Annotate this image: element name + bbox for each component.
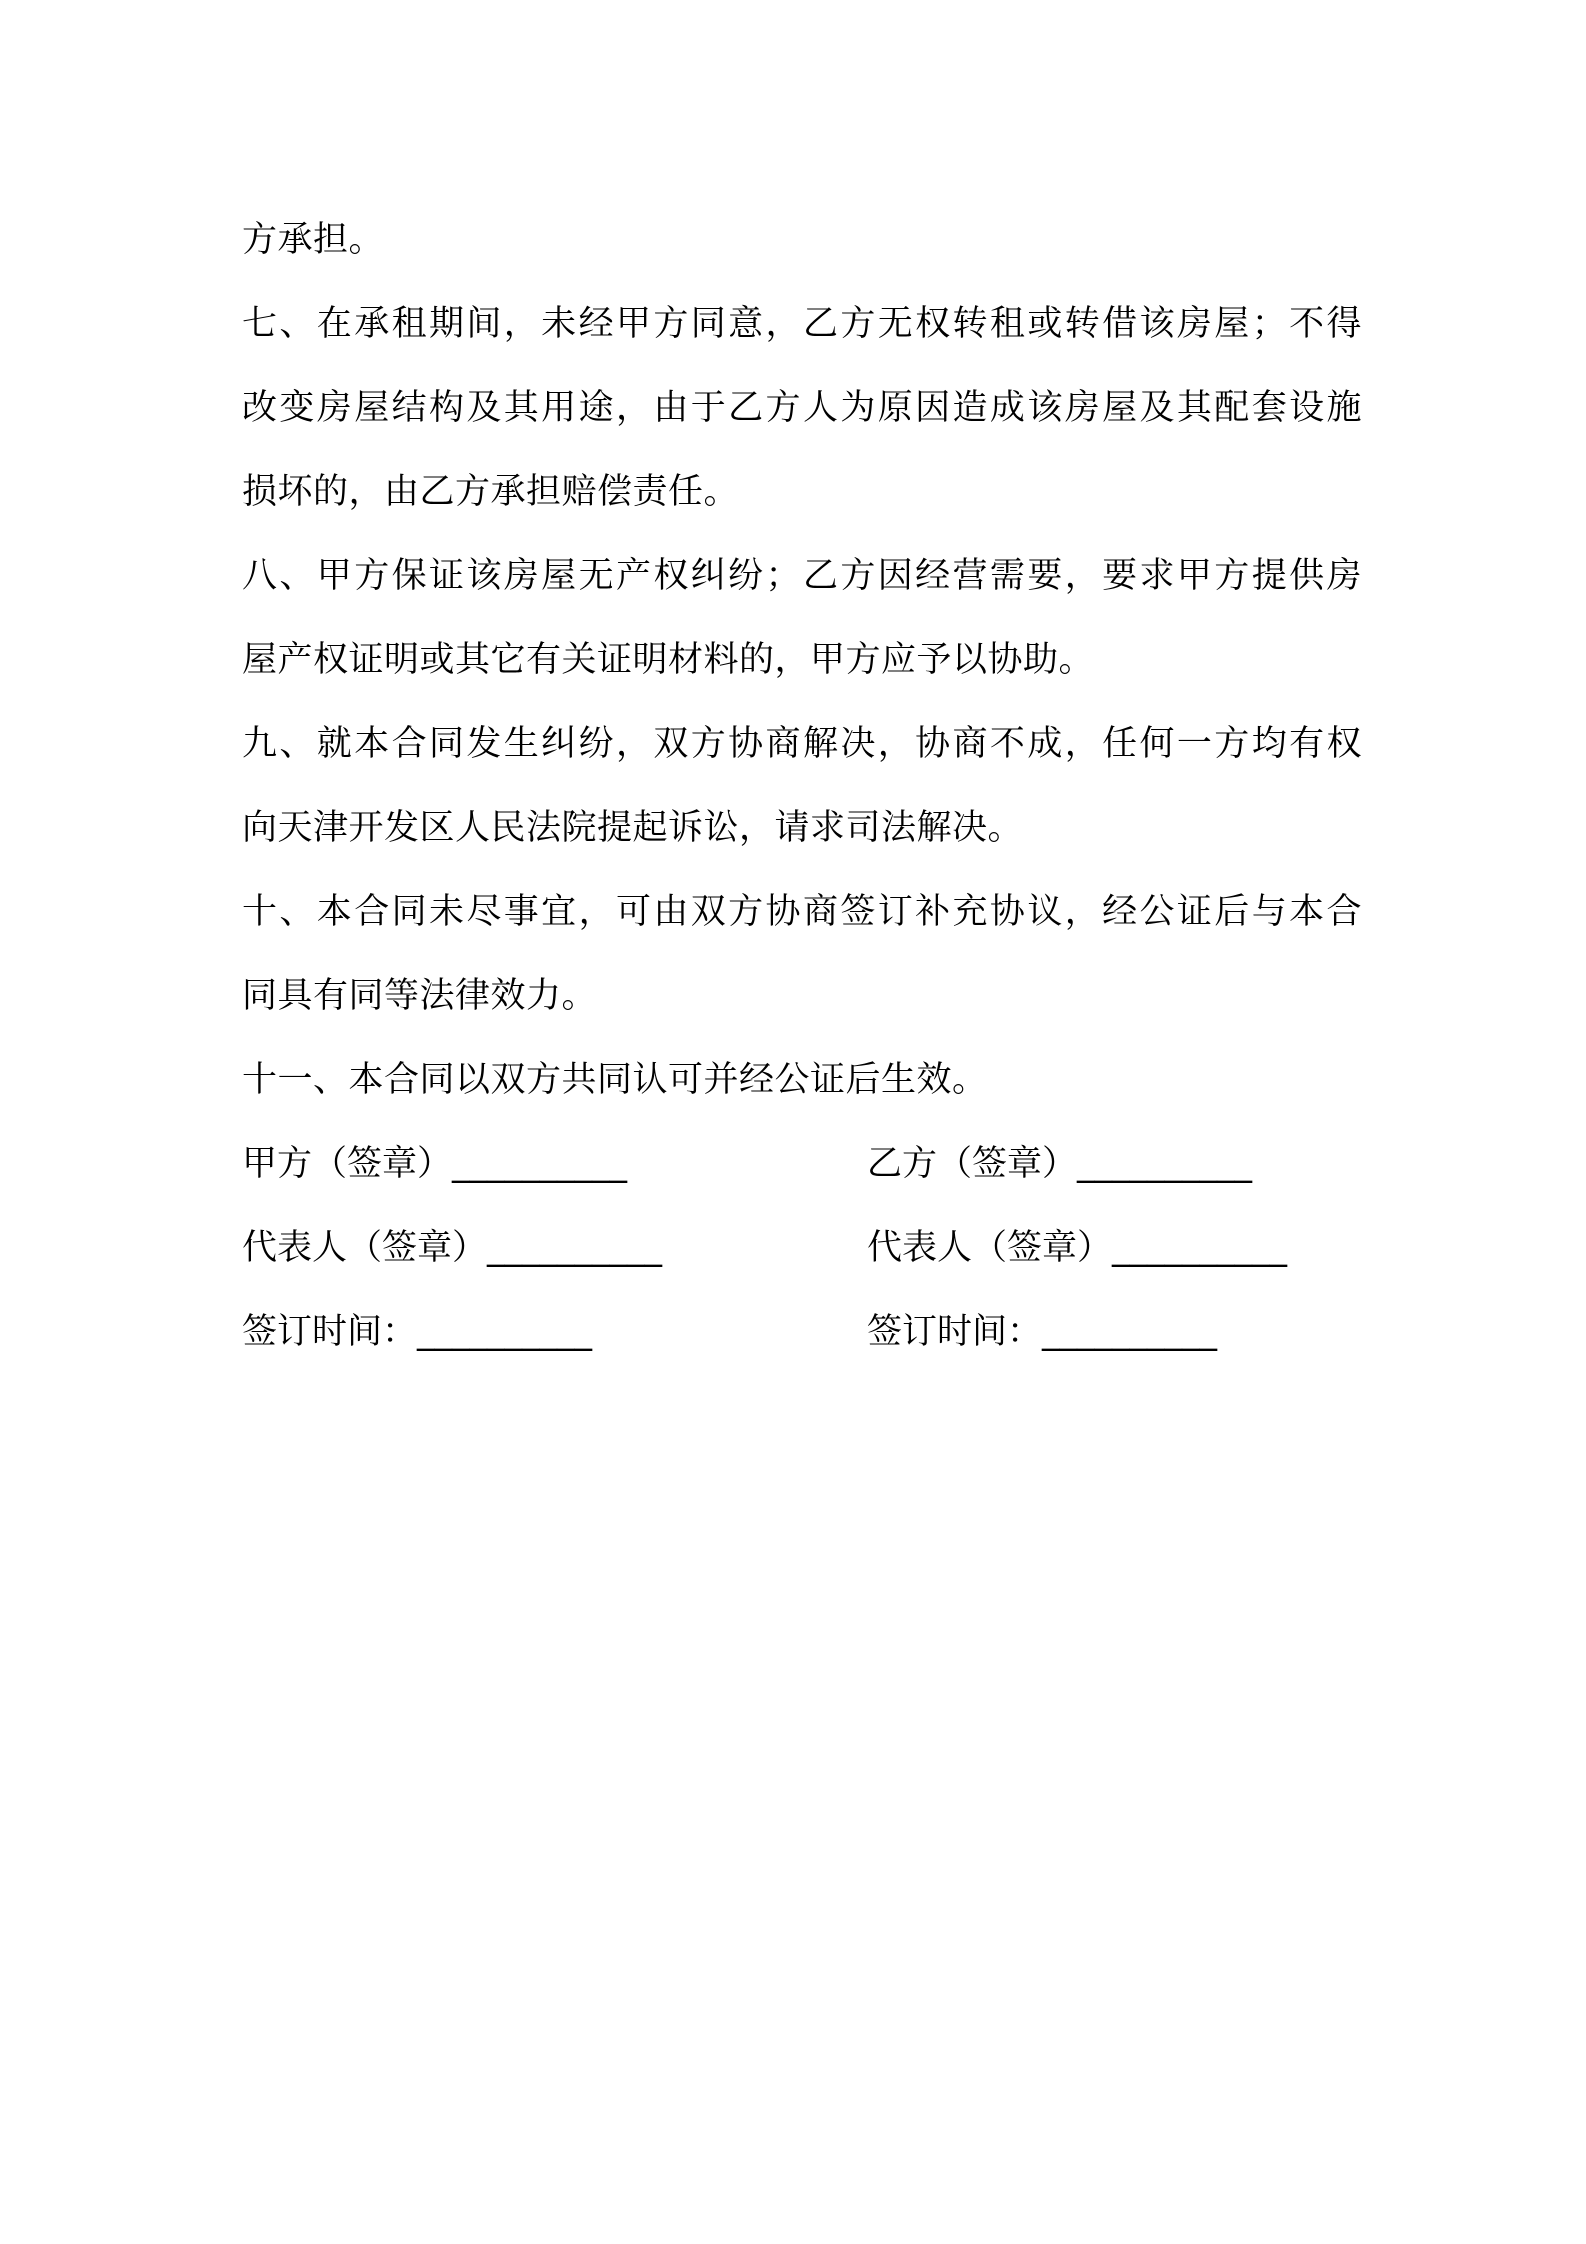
party-a-seal-field: 甲方（签章）__________ xyxy=(242,1144,628,1184)
party-b-seal-field: 乙方（签章）__________ xyxy=(867,1144,1253,1184)
signature-row-date xyxy=(242,1290,1362,1374)
paragraph-line: 十一、本合同以双方共同认可并经公证后生效。 xyxy=(242,1060,988,1100)
paragraph-line: 改变房屋结构及其用途，由于乙方人为原因造成该房屋及其配套设施 xyxy=(242,388,1362,428)
party-a-representative-field: 代表人（签章）__________ xyxy=(242,1228,663,1268)
paragraph-line: 屋产权证明或其它有关证明材料的，甲方应予以协助。 xyxy=(242,640,1095,680)
party-b-representative-field: 代表人（签章）__________ xyxy=(867,1228,1288,1268)
paragraph-line: 同具有同等法律效力。 xyxy=(242,976,598,1016)
signature-row-seal xyxy=(242,1122,1362,1206)
paragraph-line: 八、甲方保证该房屋无产权纠纷；乙方因经营需要，要求甲方提供房 xyxy=(242,556,1362,596)
party-b-sign-date-field: 签订时间：__________ xyxy=(867,1312,1218,1352)
paragraph-line: 向天津开发区人民法院提起诉讼，请求司法解决。 xyxy=(242,808,1024,848)
signature-row-representative xyxy=(242,1206,1362,1290)
paragraph-line: 损坏的，由乙方承担赔偿责任。 xyxy=(242,472,740,512)
paragraph-line: 方承担。 xyxy=(242,220,385,260)
paragraph-line: 九、就本合同发生纠纷，双方协商解决，协商不成，任何一方均有权 xyxy=(242,724,1362,764)
contract-body xyxy=(242,198,1362,1374)
paragraph-line: 十、本合同未尽事宜，可由双方协商签订补充协议，经公证后与本合 xyxy=(242,892,1362,932)
paragraph-line: 七、在承租期间，未经甲方同意，乙方无权转租或转借该房屋；不得 xyxy=(242,304,1362,344)
party-a-sign-date-field: 签订时间：__________ xyxy=(242,1312,593,1352)
